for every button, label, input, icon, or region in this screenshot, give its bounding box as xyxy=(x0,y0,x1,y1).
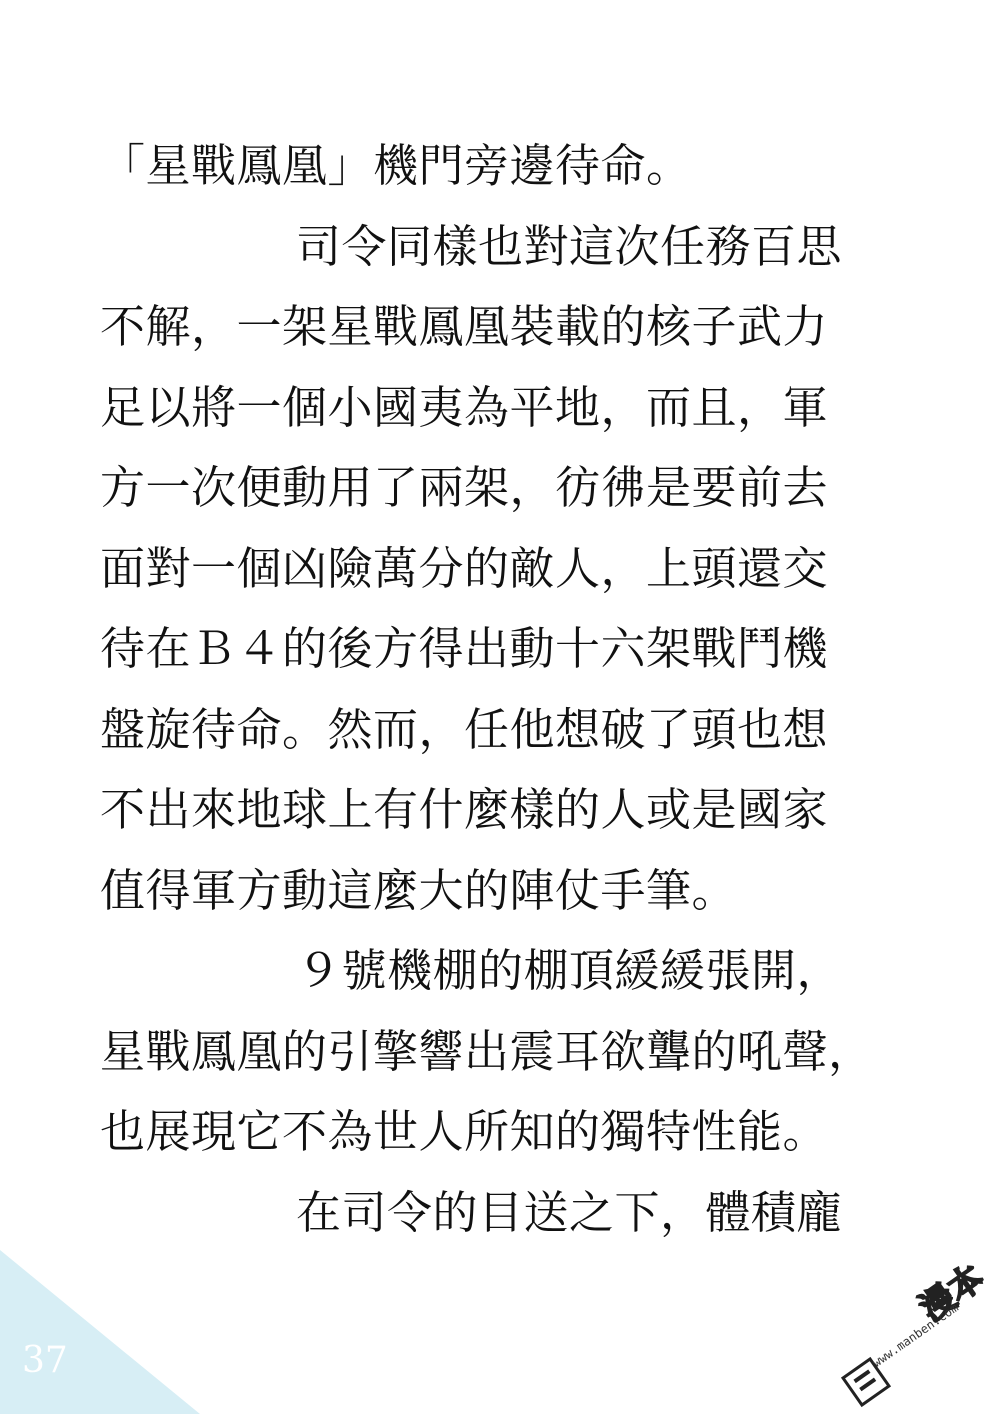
text-line: 盤旋待命。然而，任他想破了頭也想 xyxy=(100,702,829,756)
text-line: 不出來地球上有什麼樣的人或是國家 xyxy=(100,783,829,836)
text-line: 方一次便動用了兩架，彷彿是要前去 xyxy=(100,461,829,514)
page-number: 37 xyxy=(22,1340,68,1381)
text-line: 足以將一個小國夷為平地，而且，軍 xyxy=(100,380,829,434)
body-text xyxy=(100,126,960,1253)
text-line: 星戰鳳凰的引擎響出震耳欲聾的吼聲， xyxy=(100,1024,874,1078)
text-line: 也展現它不為世人所知的獨特性能。 xyxy=(100,1105,829,1158)
text-line: ９號機棚的棚頂緩緩張開， xyxy=(296,944,843,997)
text-line: 不解，一架星戰鳳凰裝載的核子武力 xyxy=(100,300,829,353)
watermark-logo xyxy=(848,1257,992,1400)
text-line: 待在Ｂ４的後方得出動十六架戰鬥機 xyxy=(100,622,829,675)
watermark-logo-text: 漫本 xyxy=(912,1257,992,1330)
text-line: 值得軍方動這麼大的陣仗手筆。 xyxy=(100,863,738,917)
corner-decoration xyxy=(0,1250,200,1414)
text-line: 面對一個凶險萬分的敵人，上頭還交 xyxy=(100,541,829,595)
text-line: 「星戰鳳凰」機門旁邊待命。 xyxy=(100,139,692,192)
text-line: 司令同樣也對這次任務百思 xyxy=(296,219,843,273)
watermark-url: www.manben.com xyxy=(869,1300,961,1370)
text-line: 在司令的目送之下，體積龐 xyxy=(296,1185,843,1239)
